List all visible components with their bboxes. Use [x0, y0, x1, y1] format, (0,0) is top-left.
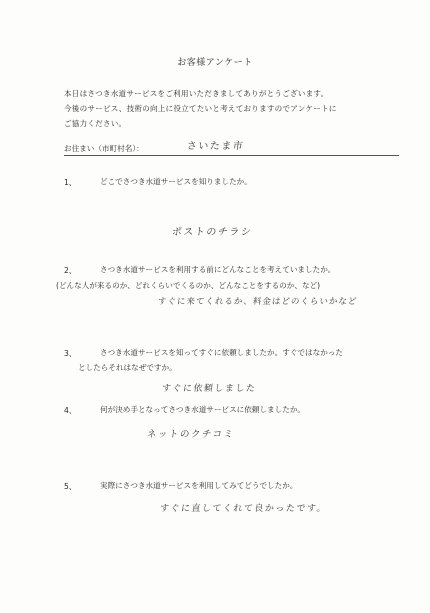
- question-number: 1、: [64, 178, 77, 187]
- answer-4: ネットのクチコミ: [146, 429, 236, 440]
- answer-2: すぐに来てくれるか、料金はどのくらいかなど: [157, 297, 358, 307]
- answer-5: すぐに直してくれて良かったです。: [159, 504, 328, 514]
- answer-1: ポストのチラシ: [171, 227, 253, 238]
- question-subtext: (どんな人が来るのか、どれくらいでくるのか、どんなことをするのか、など): [56, 281, 321, 290]
- intro-text: [64, 86, 404, 131]
- address-label: お住まい（市町村名）：: [64, 144, 144, 153]
- question-subtext: としたらそれはなぜですか。: [78, 363, 177, 372]
- question-number: 5、: [64, 482, 77, 491]
- question-number: 2、: [64, 266, 77, 275]
- question-number: 4、: [64, 406, 77, 415]
- question-text: どこでさつき水道サービスを知りましたか。: [100, 177, 252, 186]
- answer-3: すぐに依頼しました: [161, 384, 257, 394]
- question-text: さつき水道サービスを知ってすぐに依頼しましたか。すぐではなかった: [100, 348, 343, 357]
- intro-line: ご協力ください。: [64, 119, 127, 128]
- question-text: 何が決め手となってさつき水道サービスに依頼しましたか。: [100, 405, 306, 414]
- intro-line: 本日はさつき水道サービスをご利用いただきましてありがとうございます。: [64, 89, 329, 98]
- question-text: 実際にさつき水道サービスを利用してみてどうでしたか。: [100, 481, 298, 490]
- address-answer: さいたま市: [186, 141, 245, 152]
- intro-line: 今後のサービス、技術の向上に役立てたいと考えておりますのでアンケートに: [64, 104, 337, 113]
- question-text: さつき水道サービスを利用する前にどんなことを考えていましたか。: [100, 265, 336, 274]
- page-title: お客様アンケート: [177, 58, 253, 68]
- question-number: 3、: [64, 349, 77, 358]
- address-underline: [64, 155, 399, 156]
